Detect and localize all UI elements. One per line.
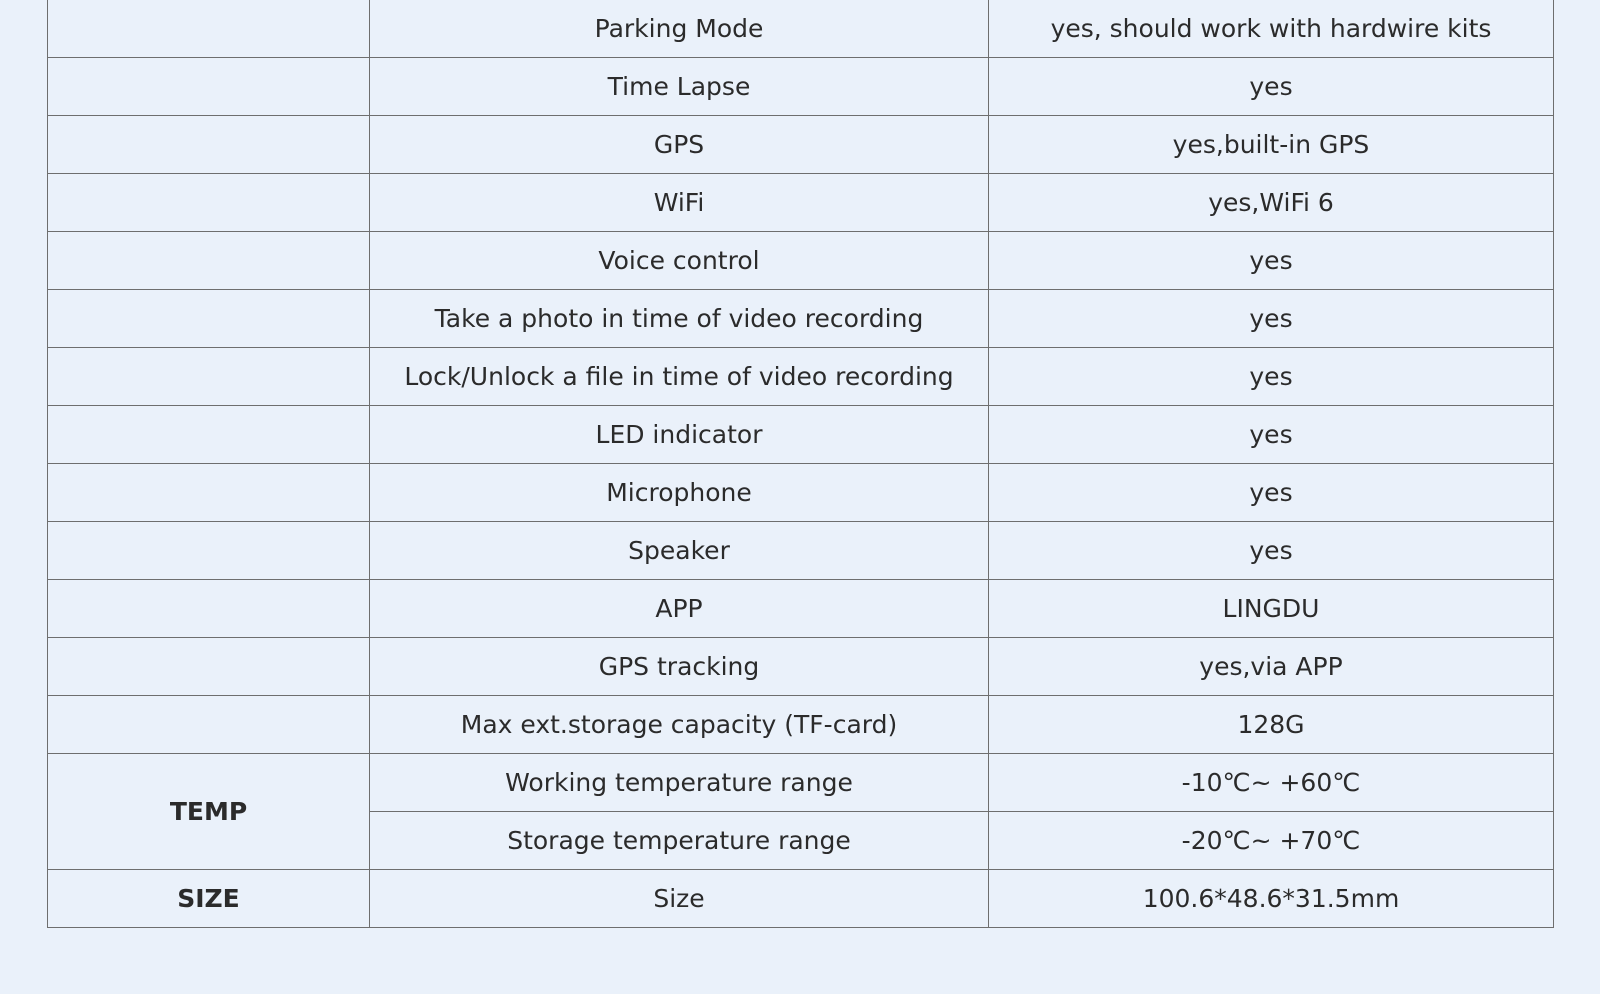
value-cell: 128G bbox=[989, 696, 1554, 754]
category-cell bbox=[48, 406, 370, 464]
category-cell bbox=[48, 116, 370, 174]
feature-cell: Time Lapse bbox=[370, 58, 989, 116]
value-cell: yes bbox=[989, 290, 1554, 348]
table-row bbox=[48, 406, 1554, 464]
category-cell bbox=[48, 464, 370, 522]
category-size: SIZE bbox=[48, 870, 370, 928]
category-temp: TEMP bbox=[48, 754, 370, 870]
feature-cell: LED indicator bbox=[370, 406, 989, 464]
value-cell: yes bbox=[989, 464, 1554, 522]
value-cell: -20℃~ +70℃ bbox=[989, 812, 1554, 870]
feature-cell: GPS tracking bbox=[370, 638, 989, 696]
value-cell: yes bbox=[989, 348, 1554, 406]
category-cell bbox=[48, 522, 370, 580]
table-row bbox=[48, 638, 1554, 696]
feature-cell: Parking Mode bbox=[370, 0, 989, 58]
category-cell bbox=[48, 580, 370, 638]
value-cell: yes,WiFi 6 bbox=[989, 174, 1554, 232]
feature-cell: Max ext.storage capacity (TF-card) bbox=[370, 696, 989, 754]
feature-cell: Working temperature range bbox=[370, 754, 989, 812]
table-row bbox=[48, 116, 1554, 174]
table-row bbox=[48, 754, 1554, 812]
feature-cell: GPS bbox=[370, 116, 989, 174]
value-cell: 100.6*48.6*31.5mm bbox=[989, 870, 1554, 928]
feature-cell: APP bbox=[370, 580, 989, 638]
category-cell bbox=[48, 174, 370, 232]
value-cell: yes, should work with hardwire kits bbox=[989, 0, 1554, 58]
category-cell bbox=[48, 696, 370, 754]
feature-cell: Microphone bbox=[370, 464, 989, 522]
table-row bbox=[48, 290, 1554, 348]
category-cell bbox=[48, 290, 370, 348]
table-row bbox=[48, 870, 1554, 928]
feature-cell: Take a photo in time of video recording bbox=[370, 290, 989, 348]
feature-cell: Size bbox=[370, 870, 989, 928]
table-row bbox=[48, 464, 1554, 522]
category-cell bbox=[48, 232, 370, 290]
feature-cell: Lock/Unlock a file in time of video recording bbox=[370, 348, 989, 406]
table-row bbox=[48, 174, 1554, 232]
value-cell: yes bbox=[989, 406, 1554, 464]
value-cell: yes,via APP bbox=[989, 638, 1554, 696]
category-cell bbox=[48, 0, 370, 58]
value-cell: yes bbox=[989, 522, 1554, 580]
table-row bbox=[48, 348, 1554, 406]
value-cell: -10℃~ +60℃ bbox=[989, 754, 1554, 812]
value-cell: yes,built-in GPS bbox=[989, 116, 1554, 174]
category-cell bbox=[48, 58, 370, 116]
category-cell bbox=[48, 348, 370, 406]
table-row bbox=[48, 0, 1554, 58]
table-row bbox=[48, 696, 1554, 754]
table-row bbox=[48, 522, 1554, 580]
table-row bbox=[48, 58, 1554, 116]
value-cell: yes bbox=[989, 58, 1554, 116]
feature-cell: Voice control bbox=[370, 232, 989, 290]
value-cell: LINGDU bbox=[989, 580, 1554, 638]
spec-table bbox=[47, 0, 1554, 928]
feature-cell: WiFi bbox=[370, 174, 989, 232]
category-cell bbox=[48, 638, 370, 696]
feature-cell: Speaker bbox=[370, 522, 989, 580]
table-row bbox=[48, 232, 1554, 290]
feature-cell: Storage temperature range bbox=[370, 812, 989, 870]
table-row bbox=[48, 580, 1554, 638]
value-cell: yes bbox=[989, 232, 1554, 290]
